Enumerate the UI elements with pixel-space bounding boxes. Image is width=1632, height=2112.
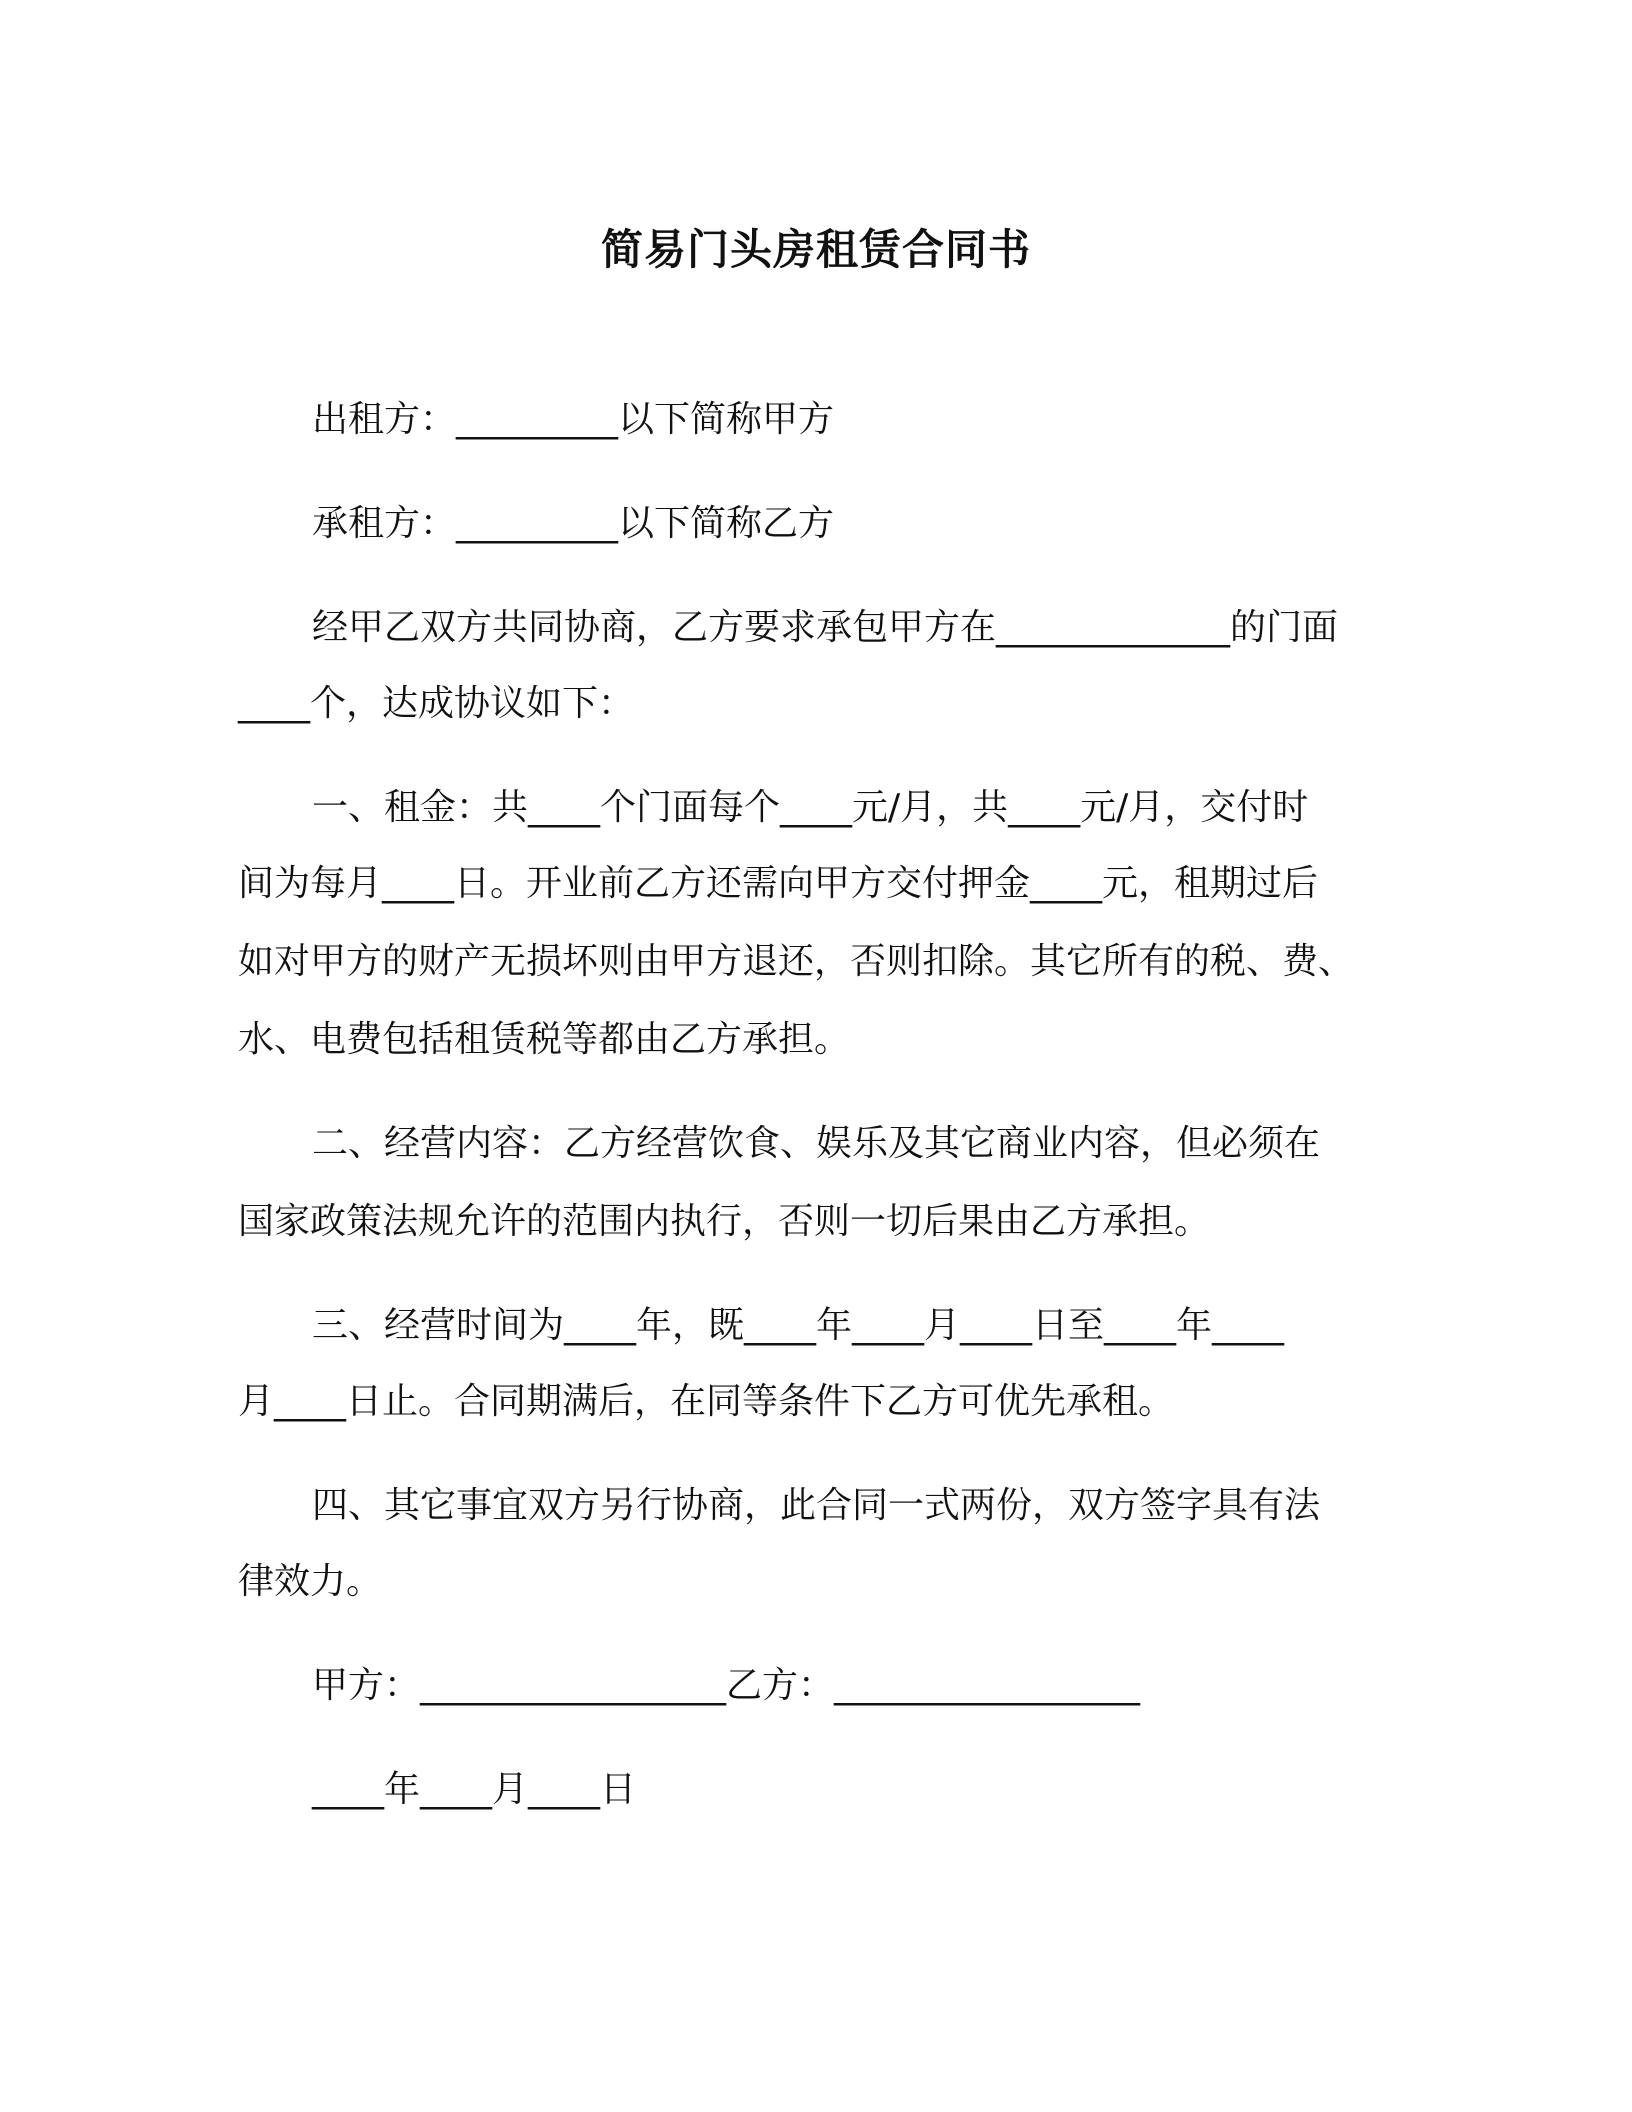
clause-4-line-2: 律效力。 [238,1561,383,1602]
clause-1-line-3: 如对甲方的财产无损坏则由甲方退还，否则扣除。其它所有的税、费、 [238,941,1355,982]
intro-line-2: ____个，达成协议如下： [238,683,635,724]
clause-4-line-1: 四、其它事宜双方另行协商，此合同一式两份，双方签字具有法 [312,1485,1321,1526]
clause-3-line-2: 月____日止。合同期满后，在同等条件下乙方可优先承租。 [238,1381,1175,1422]
date-line: ____年____月____日 [312,1769,637,1810]
clause-2-line-1: 二、经营内容：乙方经营饮食、娱乐及其它商业内容，但必须在 [312,1123,1321,1164]
lessee-line: 承租方：_________以下简称乙方 [312,503,835,544]
clause-3-line-1: 三、经营时间为____年，既____年____月____日至____年____ [312,1305,1285,1346]
clause-1-line-1: 一、租金：共____个门面每个____元/月，共____元/月，交付时 [312,787,1309,828]
clause-2-line-2: 国家政策法规允许的范围内执行，否则一切后果由乙方承担。 [238,1201,1211,1242]
clause-1-line-4: 水、电费包括租赁税等都由乙方承担。 [238,1019,851,1060]
signature-line: 甲方：_________________乙方：_________________ [312,1665,1141,1706]
clause-1-line-2: 间为每月____日。开业前乙方还需向甲方交付押金____元，租期过后 [238,863,1319,904]
document-title: 简易门头房租赁合同书 [600,225,1031,274]
lessor-line: 出租方：_________以下简称甲方 [312,399,835,440]
intro-line-1: 经甲乙双方共同协商，乙方要求承包甲方在_____________的门面 [312,607,1339,648]
